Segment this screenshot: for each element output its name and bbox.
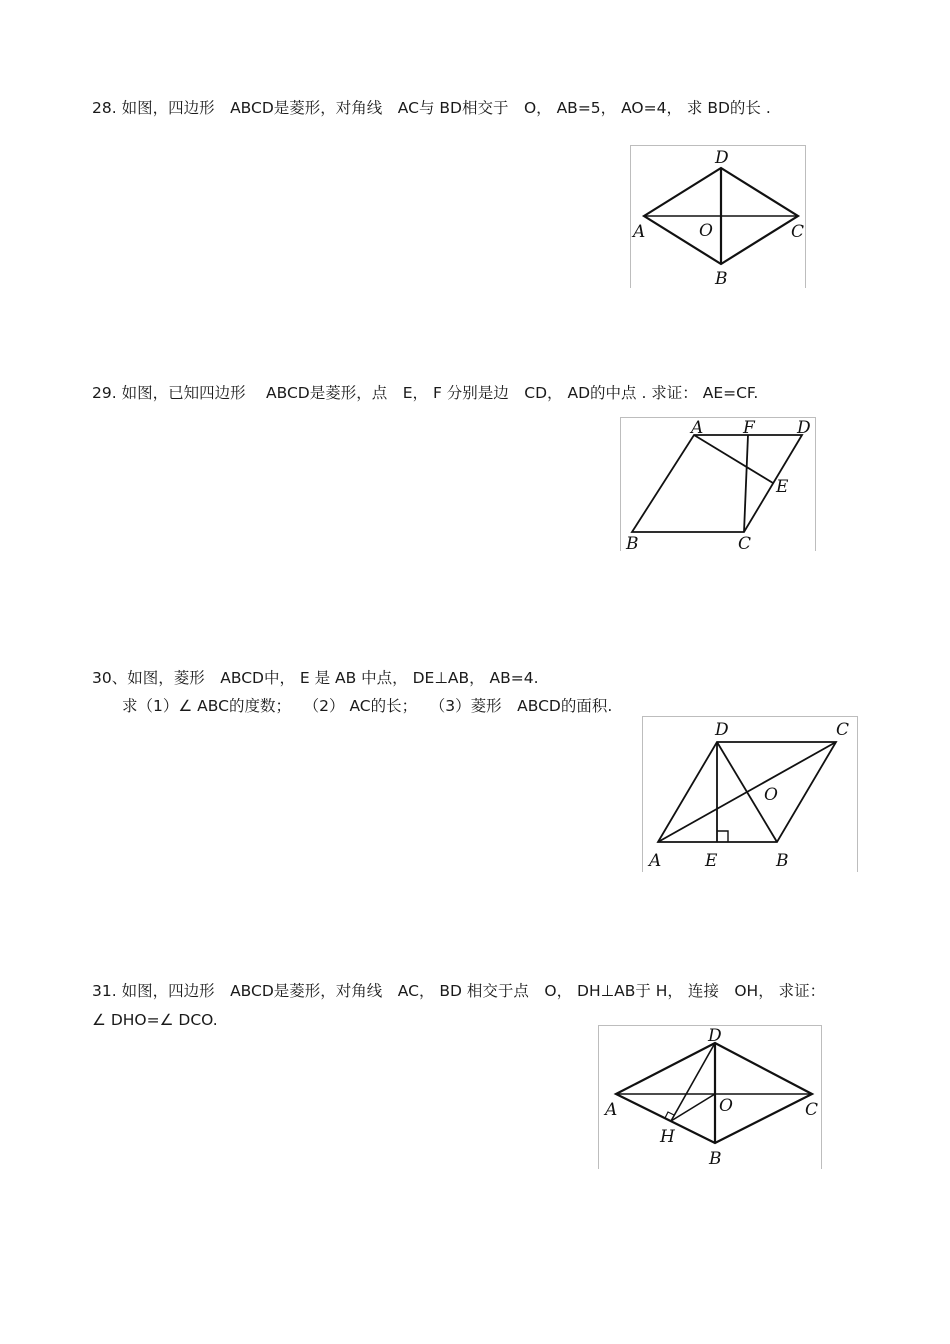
problem-31-text-line1: 31. 如图，四边形 ABCD是菱形，对角线 AC， BD 相交于点 O， DH⊥AB于 H， 连接 OH， 求证： [92,982,826,1000]
label-F: F [743,418,755,438]
label-A: A [649,851,662,871]
problem-30-text-line2: 求（1）∠ ABC的度数； （2） AC的长； （3）菱形 ABCD的面积. [122,697,613,715]
problem-31-text-line2: ∠ DHO=∠ DCO. [92,1011,218,1029]
problem-29-text: 29. 如图，已知四边形 ABCD是菱形，点 E， F 分别是边 CD， AD的中点 . 求证： AE=CF. [92,384,759,402]
label-O: O [719,1096,733,1116]
label-C: C [836,720,850,740]
label-B: B [715,269,728,288]
label-B: B [709,1149,722,1169]
problem-30-text-line1: 30、如图，菱形 ABCD中， E 是 AB 中点， DE⊥AB， AB=4. [92,669,539,687]
label-B: B [776,851,789,871]
label-D: D [715,148,729,168]
label-D: D [715,720,729,740]
label-E: E [705,851,718,871]
label-C: C [805,1100,819,1120]
label-C: C [791,222,805,242]
label-O: O [699,221,713,241]
figure-30-rhombus [642,716,858,872]
label-A: A [605,1100,618,1120]
label-A: A [633,222,646,242]
label-D: D [708,1026,722,1046]
figure-29-rhombus [620,417,816,551]
label-B: B [626,534,639,551]
label-O: O [764,785,778,805]
label-A: A [691,418,704,438]
label-E: E [776,477,789,497]
figure-31-rhombus [598,1025,822,1169]
figure-28-rhombus [630,145,806,288]
problem-28-text: 28. 如图，四边形 ABCD是菱形，对角线 AC与 BD相交于 O， AB=5， AO=4， 求 BD的长 . [92,99,771,117]
label-C: C [738,534,752,551]
label-H: H [660,1127,675,1147]
label-D: D [797,418,811,438]
